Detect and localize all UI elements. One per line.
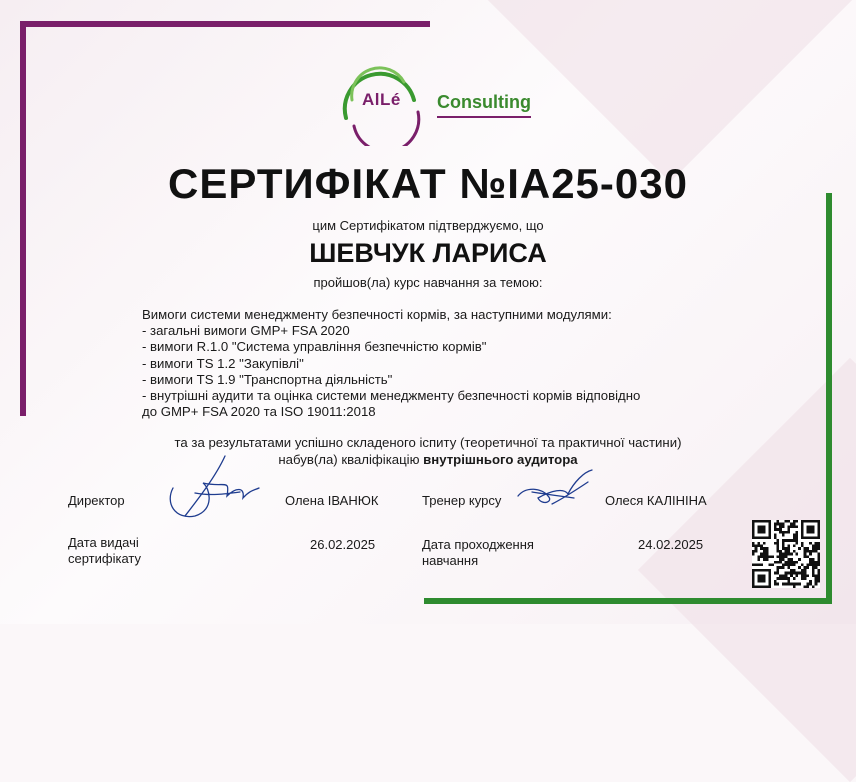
director-label: Директор: [68, 493, 125, 508]
training-date-label: Дата проходження: [422, 537, 534, 552]
course-description: [142, 307, 762, 420]
confirm-text: цим Сертифікатом підтверджуємо, що: [312, 218, 544, 233]
qr-code-icon: [752, 520, 820, 588]
trainer-name: Олеся КАЛІНІНА: [605, 493, 707, 508]
result-line: та за результатами успішно складеного іспиту (теоретичної та практичної частини): [174, 435, 682, 450]
course-line: - внутрішні аудити та оцінка системи менеджменту безпечності кормів відповідно: [142, 388, 641, 404]
trainer-label: Тренер курсу: [422, 493, 502, 508]
logo-consulting-text: Consulting: [437, 92, 531, 112]
issue-date-label: Дата видачі: [68, 535, 139, 550]
certificate-title: СЕРТИФІКАТ №ІА25-030: [168, 160, 688, 207]
passed-text: пройшов(ла) курс навчання за темою:: [313, 275, 543, 290]
course-line: Вимоги системи менеджменту безпечності кормів, за наступними модулями:: [142, 307, 612, 322]
course-line: - вимоги TS 1.9 "Транспортна діяльність": [142, 371, 393, 387]
trainer-signature: [512, 468, 602, 513]
course-line: - загальні вимоги GMP+ FSA 2020: [142, 323, 350, 339]
issue-date: 26.02.2025: [310, 537, 376, 552]
issue-date-label: сертифікату: [68, 551, 141, 566]
course-line: - вимоги R.1.0 "Система управління безпечністю кормів": [142, 339, 487, 355]
qualification: внутрішнього аудитора: [423, 452, 578, 467]
logo-underline: [437, 116, 531, 118]
frame-top-bar: [20, 21, 430, 27]
course-line: - вимоги TS 1.2 "Закупівлі": [142, 355, 304, 371]
training-date: 24.02.2025: [638, 537, 704, 552]
result-prefix: набув(ла) кваліфікацію: [278, 452, 424, 467]
result-text: [0, 434, 856, 468]
frame-bottom-bar: [424, 598, 832, 604]
logo-brand-text: AlLé: [362, 90, 401, 109]
company-logo: [334, 60, 544, 146]
director-name: Олена ІВАНЮК: [285, 493, 379, 508]
director-signature: [155, 448, 265, 528]
training-date-label: навчання: [422, 553, 479, 568]
result-line: [0, 451, 856, 468]
recipient-name: ШЕВЧУК ЛАРИСА: [309, 238, 547, 268]
course-line: до GMP+ FSA 2020 та ISO 19011:2018: [142, 404, 376, 420]
